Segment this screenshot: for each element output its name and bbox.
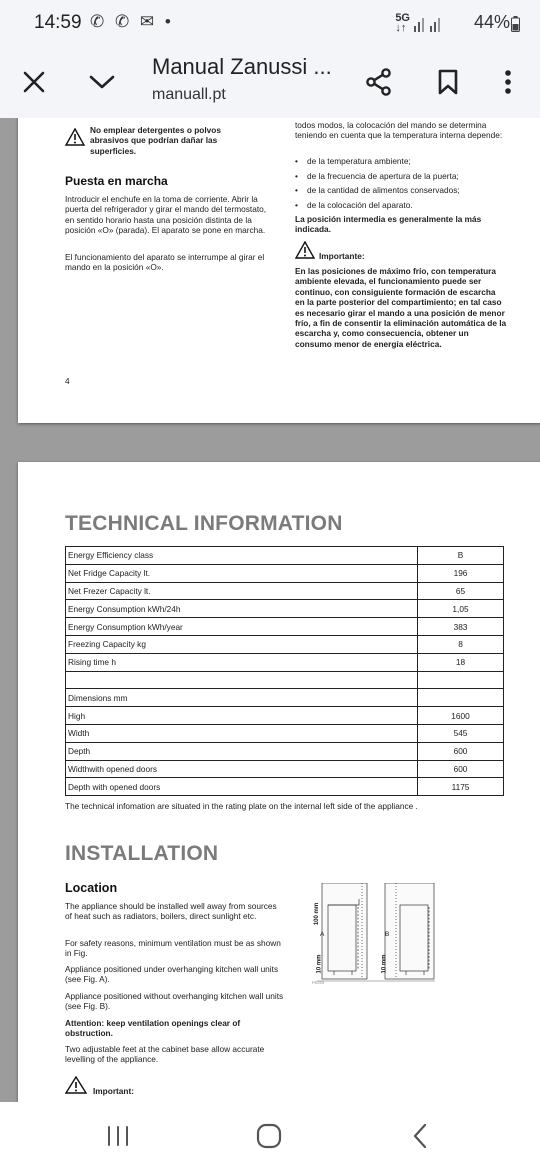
technical-information-heading: TECHNICAL INFORMATION: [65, 512, 343, 535]
expand-button[interactable]: [80, 60, 124, 104]
important-label: Importante:: [319, 251, 365, 261]
spec-label: Net Fridge Capacity lt.: [66, 564, 418, 582]
home-icon: [256, 1123, 282, 1149]
figure-label-a: A: [320, 931, 325, 938]
location-paragraph: Appliance positioned under overhanging kitchen wall units (see Fig. A).: [65, 964, 279, 985]
warning-icon: [65, 1076, 87, 1094]
puesta-paragraph-1: Introducir el enchufe en la toma de corriente. Abrir la puerta del refrigerador y girar el mando del termostato, en sentido horario hasta una posición distinta de la posición «O» (parada). El aparato se pone en marcha.: [65, 194, 267, 236]
table-row: [66, 778, 504, 796]
table-row: [66, 547, 504, 565]
network-indicator: [395, 13, 410, 33]
back-button[interactable]: [398, 1116, 442, 1156]
intermediate-note: La posición intermedia es generalmente la más indicada.: [295, 214, 482, 235]
page-title: Manual Zanussi ...: [152, 54, 332, 79]
figure-code: PR203: [312, 980, 325, 985]
location-heading: Location: [65, 881, 118, 895]
figure-label-10mm-a: 10 mm: [316, 954, 323, 974]
puesta-heading: Puesta en marcha: [65, 174, 168, 188]
bullet-item: de la temperatura ambiente;: [307, 156, 411, 166]
location-paragraph: Two adjustable feet at the cabinet base allow accurate levelling of the appliance.: [65, 1044, 265, 1065]
technical-information-table: [65, 546, 504, 796]
close-button[interactable]: [12, 60, 56, 104]
spec-label: [66, 671, 418, 689]
bookmark-button[interactable]: [426, 60, 470, 104]
table-row: [66, 707, 504, 725]
network-type: 5G: [395, 12, 410, 24]
recent-apps-button[interactable]: [96, 1116, 140, 1156]
status-bar: [0, 0, 540, 46]
share-button[interactable]: [357, 60, 401, 104]
table-row: [66, 760, 504, 778]
spec-value: [418, 689, 504, 707]
technical-note: The technical infomation are situated in the rating plate on the internal left side of the appliance .: [65, 801, 418, 811]
spec-value: 1600: [418, 707, 504, 725]
table-row: [66, 724, 504, 742]
spec-label: Width: [66, 724, 418, 742]
navigation-bar: [0, 1102, 540, 1170]
spec-value: 600: [418, 742, 504, 760]
location-paragraph: For safety reasons, minimum ventilation must be as shown in Fig.: [65, 938, 281, 959]
spec-label: Net Frezer Capacity lt.: [66, 582, 418, 600]
spec-value: 383: [418, 618, 504, 636]
bullet-item: de la frecuencia de apertura de la puerta;: [307, 170, 459, 181]
warning-icon: [295, 241, 315, 259]
network-arrows: ↓↑: [395, 22, 407, 34]
spec-value: 1,05: [418, 600, 504, 618]
recent-apps-icon: [106, 1125, 130, 1147]
spec-label: Energy Efficiency class: [66, 547, 418, 565]
puesta-paragraph-2: El funcionamiento del aparato se interrumpe al girar el mando en la posición «O».: [65, 252, 265, 273]
important-label: Important:: [93, 1086, 135, 1096]
spec-value: 65: [418, 582, 504, 600]
document-viewer[interactable]: [0, 118, 540, 1102]
document-page-4: [18, 118, 540, 423]
table-row: [66, 653, 504, 671]
signal-icon: [414, 16, 444, 32]
spec-value: 545: [418, 724, 504, 742]
table-row: [66, 671, 504, 689]
spec-label: Dimensions mm: [66, 689, 418, 707]
chevron-down-icon: [89, 74, 115, 90]
spec-value: B: [418, 547, 504, 565]
figure-label-100mm: 100 mm: [314, 902, 321, 926]
bullet-dot: •: [295, 199, 298, 210]
more-options-button[interactable]: [486, 60, 530, 104]
close-icon: [23, 71, 45, 93]
table-row: [66, 635, 504, 653]
spec-label: Freezing Capacity kg: [66, 635, 418, 653]
back-icon: [411, 1123, 429, 1149]
spec-label: Energy Consumption kWh/year: [66, 618, 418, 636]
table-row: [66, 564, 504, 582]
bookmark-icon: [438, 69, 458, 95]
bullet-dot: •: [295, 170, 298, 181]
spec-label: Depth: [66, 742, 418, 760]
spec-value: 1175: [418, 778, 504, 796]
location-paragraph: The appliance should be installed well away from sources of heat such as radiators, boilers, direct sunlight etc.: [65, 901, 277, 922]
spec-label: Widthwith opened doors: [66, 760, 418, 778]
ventilation-diagram: [312, 883, 440, 985]
document-page-5: [18, 462, 540, 1102]
figure-label-b: B: [385, 931, 390, 938]
spec-value: 196: [418, 564, 504, 582]
warning-icon: [65, 128, 85, 146]
table-row: [66, 689, 504, 707]
spec-value: 600: [418, 760, 504, 778]
spec-value: 8: [418, 635, 504, 653]
bullet-item: de la cantidad de alimentos conservados;: [307, 185, 460, 195]
figure-label-10mm-b: 10 mm: [381, 954, 388, 974]
spec-label: Rising time h: [66, 653, 418, 671]
page-url: manuall.pt: [152, 86, 226, 103]
home-button[interactable]: [247, 1116, 291, 1156]
notification-icons: ✆ ✆ ✉ •: [90, 12, 174, 31]
location-paragraph: Appliance positioned without overhanging kitchen wall units (see Fig. B).: [65, 991, 284, 1012]
table-row: [66, 618, 504, 636]
more-vert-icon: [504, 70, 512, 94]
important-text: En las posiciones de máximo frío, con temperatura ambiente elevada, el funcionamiento puede ser continuo, con consiguiente formación de escarcha en la parte posterior del compartimiento; en tal caso es necesario girar el mando a una posición de menor frío, a fin de consentir la eliminación automática de la escarcha y, como consecuencia, obtener un consumo menor de energía eléctrica.: [295, 266, 507, 349]
installation-heading: INSTALLATION: [65, 842, 219, 865]
spec-value: 18: [418, 653, 504, 671]
mando-intro: todos modos, la colocación del mando se determina teniendo en cuenta que la temperatura interna depende:: [295, 120, 503, 141]
table-row: [66, 582, 504, 600]
bullet-dot: •: [295, 156, 298, 166]
bullet-item: de la colocación del aparato.: [307, 199, 413, 210]
warning-text: No emplear detergentes o polvos abrasivos que podrían dañar las superficies.: [90, 125, 221, 156]
battery-percent: 44%: [473, 12, 510, 32]
spec-label: High: [66, 707, 418, 725]
spec-value: [418, 671, 504, 689]
share-icon: [366, 68, 392, 96]
status-time: 14:59: [34, 12, 82, 33]
table-row: [66, 600, 504, 618]
battery-icon: [511, 16, 520, 32]
table-row: [66, 742, 504, 760]
ventilation-figure: [312, 883, 440, 985]
spec-label: Depth with opened doors: [66, 778, 418, 796]
bullet-dot: •: [295, 185, 298, 195]
app-bar: [0, 46, 540, 118]
spec-label: Energy Consumption kWh/24h: [66, 600, 418, 618]
page-number: 4: [65, 376, 70, 386]
attention-note: Attention: keep ventilation openings clear of obstruction.: [65, 1018, 241, 1039]
